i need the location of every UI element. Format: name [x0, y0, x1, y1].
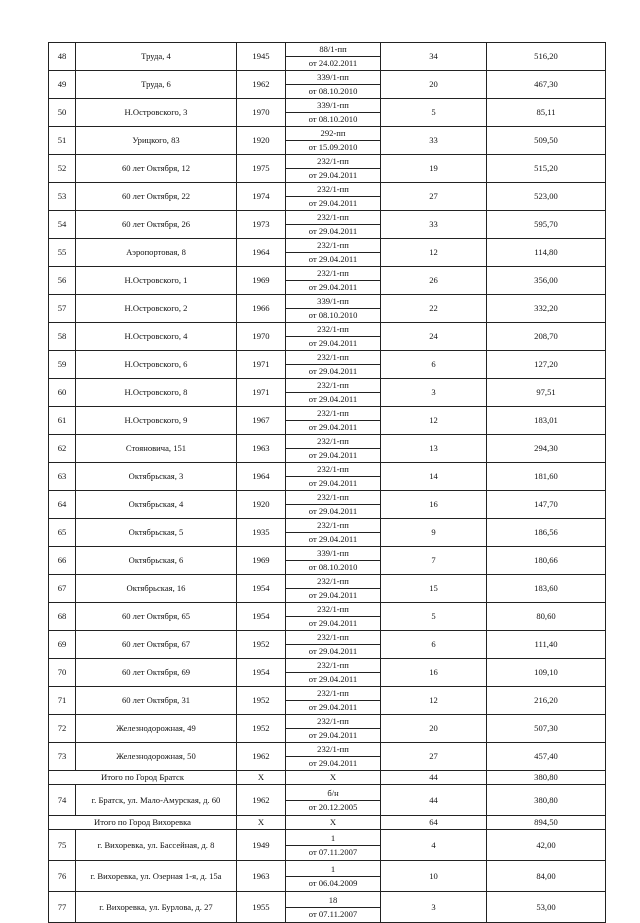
document-date: от 08.10.2010: [286, 84, 380, 98]
row-year: 1962: [237, 743, 286, 771]
row-area: 42,00: [487, 830, 606, 861]
document-number: б/н: [327, 787, 339, 798]
row-area: 294,30: [487, 435, 606, 463]
row-count: 4: [381, 830, 487, 861]
row-year: 1952: [237, 715, 286, 743]
row-document: [286, 71, 381, 99]
document-date: от 08.10.2010: [286, 112, 380, 126]
document-number: 232/1-пп: [317, 436, 349, 446]
table-row: [49, 183, 606, 211]
document-number: 232/1-пп: [317, 576, 349, 586]
row-address: г. Братск, ул. Мало-Амурская, д. 60: [76, 785, 237, 816]
row-document: [286, 99, 381, 127]
row-document: [286, 183, 381, 211]
row-area: 180,66: [487, 547, 606, 575]
row-document: [286, 127, 381, 155]
row-number: 57: [49, 295, 76, 323]
row-document: [286, 351, 381, 379]
row-year: 1964: [237, 463, 286, 491]
row-year: 1935: [237, 519, 286, 547]
row-number: 68: [49, 603, 76, 631]
row-number: 53: [49, 183, 76, 211]
row-document: [286, 43, 381, 71]
row-number: 62: [49, 435, 76, 463]
document-number: 232/1-пп: [317, 212, 349, 222]
document-number: 232/1-пп: [317, 520, 349, 530]
document-date: от 08.10.2010: [286, 308, 380, 322]
subtotal-label: Итого по Город Вихоревка: [49, 816, 237, 830]
row-count: 14: [381, 463, 487, 491]
row-address: Н.Островского, 8: [76, 379, 237, 407]
row-address: Октябрьская, 16: [76, 575, 237, 603]
row-area: 516,20: [487, 43, 606, 71]
table-row: [49, 743, 606, 771]
document-date: от 29.04.2011: [286, 476, 380, 490]
row-area: 332,20: [487, 295, 606, 323]
row-document: [286, 715, 381, 743]
row-count: 26: [381, 267, 487, 295]
document-number: 232/1-пп: [317, 380, 349, 390]
document-date: от 29.04.2011: [286, 588, 380, 602]
document-date: от 06.04.2009: [286, 876, 380, 890]
table-row: [49, 155, 606, 183]
row-document: [286, 861, 381, 892]
row-area: 216,20: [487, 687, 606, 715]
table-row: [49, 379, 606, 407]
document-number: 232/1-пп: [317, 492, 349, 502]
row-count: 13: [381, 435, 487, 463]
row-year: 1954: [237, 603, 286, 631]
row-document: [286, 295, 381, 323]
row-area: 183,01: [487, 407, 606, 435]
row-year: 1963: [237, 861, 286, 892]
subtotal-count: 64: [381, 816, 487, 830]
row-number: 49: [49, 71, 76, 99]
row-number: 59: [49, 351, 76, 379]
row-address: 60 лет Октября, 22: [76, 183, 237, 211]
document-number: 232/1-пп: [317, 688, 349, 698]
row-document: [286, 687, 381, 715]
table-row: [49, 267, 606, 295]
document-number: 339/1-пп: [317, 72, 349, 82]
document-date: от 29.04.2011: [286, 224, 380, 238]
document-number: 232/1-пп: [317, 632, 349, 642]
row-address: Н.Островского, 9: [76, 407, 237, 435]
row-address: 60 лет Октября, 26: [76, 211, 237, 239]
document-date: от 29.04.2011: [286, 644, 380, 658]
document-date: от 29.04.2011: [286, 252, 380, 266]
row-count: 5: [381, 99, 487, 127]
document-number: 232/1-пп: [317, 408, 349, 418]
document-date: от 29.04.2011: [286, 700, 380, 714]
row-area: 127,20: [487, 351, 606, 379]
row-number: 54: [49, 211, 76, 239]
row-address: Аэропортовая, 8: [76, 239, 237, 267]
row-number: 77: [49, 892, 76, 923]
row-area: 523,00: [487, 183, 606, 211]
table-row: [49, 239, 606, 267]
table-body: [49, 43, 606, 923]
row-count: 3: [381, 892, 487, 923]
table-row: [49, 463, 606, 491]
document-date: от 29.04.2011: [286, 280, 380, 294]
row-year: 1973: [237, 211, 286, 239]
row-address: 60 лет Октября, 12: [76, 155, 237, 183]
row-count: 22: [381, 295, 487, 323]
table-row: [49, 295, 606, 323]
document-number: 232/1-пп: [317, 464, 349, 474]
housing-table: [48, 42, 606, 923]
row-number: 71: [49, 687, 76, 715]
row-number: 63: [49, 463, 76, 491]
row-document: [286, 519, 381, 547]
row-address: 60 лет Октября, 67: [76, 631, 237, 659]
row-number: 75: [49, 830, 76, 861]
row-address: Урицкого, 83: [76, 127, 237, 155]
row-year: 1964: [237, 239, 286, 267]
document-date: от 29.04.2011: [286, 196, 380, 210]
row-area: 85,11: [487, 99, 606, 127]
row-area: 595,70: [487, 211, 606, 239]
row-count: 10: [381, 861, 487, 892]
document-number: 1: [330, 832, 336, 843]
table-row: [49, 491, 606, 519]
row-year: 1954: [237, 575, 286, 603]
row-count: 20: [381, 715, 487, 743]
row-area: 181,60: [487, 463, 606, 491]
row-number: 65: [49, 519, 76, 547]
document-number: 232/1-пп: [317, 156, 349, 166]
row-document: [286, 830, 381, 861]
document-date: от 20.12.2005: [286, 800, 380, 814]
row-number: 64: [49, 491, 76, 519]
row-address: Н.Островского, 3: [76, 99, 237, 127]
document-number: 88/1-пп: [319, 44, 347, 54]
subtotal-row: [49, 816, 606, 830]
row-document: [286, 407, 381, 435]
subtotal-doc: X: [286, 816, 381, 830]
document-date: от 29.04.2011: [286, 448, 380, 462]
table-row: [49, 575, 606, 603]
row-address: Октябрьская, 6: [76, 547, 237, 575]
table-row: [49, 99, 606, 127]
subtotal-row: [49, 771, 606, 785]
row-year: 1974: [237, 183, 286, 211]
table-row: [49, 603, 606, 631]
row-address: 60 лет Октября, 65: [76, 603, 237, 631]
row-number: 73: [49, 743, 76, 771]
document-number: 339/1-пп: [317, 100, 349, 110]
row-year: 1969: [237, 267, 286, 295]
table-row: [49, 715, 606, 743]
row-count: 44: [381, 785, 487, 816]
table-row: [49, 127, 606, 155]
subtotal-area: 894,50: [487, 816, 606, 830]
row-address: Труда, 4: [76, 43, 237, 71]
row-area: 186,56: [487, 519, 606, 547]
table-row: [49, 323, 606, 351]
document-number: 1: [330, 863, 336, 874]
row-address: Стояновича, 151: [76, 435, 237, 463]
row-document: [286, 267, 381, 295]
row-number: 56: [49, 267, 76, 295]
row-address: г. Вихоревка, ул. Бурлова, д. 27: [76, 892, 237, 923]
row-address: Н.Островского, 6: [76, 351, 237, 379]
row-count: 12: [381, 239, 487, 267]
document-number: 232/1-пп: [317, 240, 349, 250]
row-year: 1945: [237, 43, 286, 71]
row-area: 509,50: [487, 127, 606, 155]
row-address: 60 лет Октября, 69: [76, 659, 237, 687]
row-address: Железнодорожная, 50: [76, 743, 237, 771]
row-area: 507,30: [487, 715, 606, 743]
document-number: 232/1-пп: [317, 352, 349, 362]
row-year: 1966: [237, 295, 286, 323]
row-document: [286, 547, 381, 575]
row-number: 70: [49, 659, 76, 687]
table-row: [49, 407, 606, 435]
row-year: 1920: [237, 127, 286, 155]
row-count: 6: [381, 631, 487, 659]
document-date: от 24.02.2011: [286, 56, 380, 70]
table-row: [49, 631, 606, 659]
row-year: 1975: [237, 155, 286, 183]
row-document: [286, 631, 381, 659]
document-number: 18: [328, 894, 338, 905]
row-number: 72: [49, 715, 76, 743]
row-count: 9: [381, 519, 487, 547]
row-year: 1952: [237, 687, 286, 715]
subtotal-label: Итого по Город Братск: [49, 771, 237, 785]
subtotal-doc: X: [286, 771, 381, 785]
row-count: 12: [381, 687, 487, 715]
row-year: 1920: [237, 491, 286, 519]
document-number: 232/1-пп: [317, 660, 349, 670]
document-number: 232/1-пп: [317, 324, 349, 334]
row-year: 1954: [237, 659, 286, 687]
document-number: 339/1-пп: [317, 548, 349, 558]
row-address: г. Вихоревка, ул. Бассейная, д. 8: [76, 830, 237, 861]
row-number: 76: [49, 861, 76, 892]
document-date: от 29.04.2011: [286, 420, 380, 434]
row-year: 1955: [237, 892, 286, 923]
row-document: [286, 743, 381, 771]
row-number: 60: [49, 379, 76, 407]
row-count: 7: [381, 547, 487, 575]
document-number: 339/1-пп: [317, 296, 349, 306]
row-address: Октябрьская, 4: [76, 491, 237, 519]
document-date: от 08.10.2010: [286, 560, 380, 574]
row-number: 67: [49, 575, 76, 603]
row-number: 55: [49, 239, 76, 267]
row-document: [286, 239, 381, 267]
document-date: от 29.04.2011: [286, 616, 380, 630]
row-area: 380,80: [487, 785, 606, 816]
document-date: от 29.04.2011: [286, 392, 380, 406]
subtotal-area: 380,80: [487, 771, 606, 785]
table-row: [49, 211, 606, 239]
row-count: 19: [381, 155, 487, 183]
row-document: [286, 785, 381, 816]
row-count: 33: [381, 127, 487, 155]
row-address: Октябрьская, 5: [76, 519, 237, 547]
document-number: 232/1-пп: [317, 716, 349, 726]
row-count: 15: [381, 575, 487, 603]
row-area: 183,60: [487, 575, 606, 603]
row-number: 74: [49, 785, 76, 816]
row-document: [286, 155, 381, 183]
document-date: от 07.11.2007: [286, 907, 380, 921]
row-count: 6: [381, 351, 487, 379]
row-document: [286, 491, 381, 519]
document-date: от 29.04.2011: [286, 168, 380, 182]
table-row: [49, 785, 606, 816]
row-count: 27: [381, 183, 487, 211]
row-area: 84,00: [487, 861, 606, 892]
table-row: [49, 830, 606, 861]
row-year: 1962: [237, 71, 286, 99]
row-area: 80,60: [487, 603, 606, 631]
table-row: [49, 71, 606, 99]
row-year: 1967: [237, 407, 286, 435]
row-year: 1969: [237, 547, 286, 575]
row-address: Железнодорожная, 49: [76, 715, 237, 743]
row-document: [286, 659, 381, 687]
row-address: г. Вихоревка, ул. Озерная 1-я, д. 15а: [76, 861, 237, 892]
row-count: 16: [381, 659, 487, 687]
table-row: [49, 659, 606, 687]
row-year: 1962: [237, 785, 286, 816]
subtotal-count: 44: [381, 771, 487, 785]
row-number: 51: [49, 127, 76, 155]
row-year: 1949: [237, 830, 286, 861]
row-year: 1971: [237, 351, 286, 379]
row-document: [286, 463, 381, 491]
document-date: от 29.04.2011: [286, 728, 380, 742]
row-area: 114,80: [487, 239, 606, 267]
row-document: [286, 575, 381, 603]
row-count: 3: [381, 379, 487, 407]
row-number: 58: [49, 323, 76, 351]
row-count: 20: [381, 71, 487, 99]
row-address: Н.Островского, 4: [76, 323, 237, 351]
document-number: 232/1-пп: [317, 268, 349, 278]
row-document: [286, 603, 381, 631]
table-row: [49, 861, 606, 892]
document-date: от 29.04.2011: [286, 364, 380, 378]
row-area: 467,30: [487, 71, 606, 99]
row-address: Н.Островского, 1: [76, 267, 237, 295]
document-date: от 29.04.2011: [286, 532, 380, 546]
table-row: [49, 43, 606, 71]
table-row: [49, 519, 606, 547]
document-date: от 29.04.2011: [286, 672, 380, 686]
row-count: 5: [381, 603, 487, 631]
table-row: [49, 435, 606, 463]
row-count: 27: [381, 743, 487, 771]
document-date: от 07.11.2007: [286, 845, 380, 859]
row-document: [286, 892, 381, 923]
row-area: 53,00: [487, 892, 606, 923]
row-number: 50: [49, 99, 76, 127]
document-date: от 29.04.2011: [286, 336, 380, 350]
row-area: 457,40: [487, 743, 606, 771]
document-date: от 15.09.2010: [286, 140, 380, 154]
document-date: от 29.04.2011: [286, 504, 380, 518]
document-date: от 29.04.2011: [286, 756, 380, 770]
document-number: 232/1-пп: [317, 744, 349, 754]
row-count: 24: [381, 323, 487, 351]
row-address: Труда, 6: [76, 71, 237, 99]
row-address: Октябрьская, 3: [76, 463, 237, 491]
row-year: 1970: [237, 323, 286, 351]
table-row: [49, 547, 606, 575]
row-document: [286, 435, 381, 463]
row-area: 515,20: [487, 155, 606, 183]
row-number: 66: [49, 547, 76, 575]
row-area: 147,70: [487, 491, 606, 519]
row-address: 60 лет Октября, 31: [76, 687, 237, 715]
row-area: 109,10: [487, 659, 606, 687]
subtotal-year: X: [237, 816, 286, 830]
document-number: 232/1-пп: [317, 184, 349, 194]
row-document: [286, 211, 381, 239]
row-area: 356,00: [487, 267, 606, 295]
row-year: 1971: [237, 379, 286, 407]
row-number: 48: [49, 43, 76, 71]
row-document: [286, 323, 381, 351]
row-count: 16: [381, 491, 487, 519]
row-area: 97,51: [487, 379, 606, 407]
row-number: 61: [49, 407, 76, 435]
subtotal-year: X: [237, 771, 286, 785]
row-document: [286, 379, 381, 407]
row-count: 33: [381, 211, 487, 239]
row-area: 111,40: [487, 631, 606, 659]
table-row: [49, 351, 606, 379]
row-number: 69: [49, 631, 76, 659]
document-number: 292-пп: [320, 128, 346, 138]
document-number: 232/1-пп: [317, 604, 349, 614]
table-row: [49, 892, 606, 923]
row-count: 34: [381, 43, 487, 71]
table-row: [49, 687, 606, 715]
row-year: 1970: [237, 99, 286, 127]
row-count: 12: [381, 407, 487, 435]
row-number: 52: [49, 155, 76, 183]
row-address: Н.Островского, 2: [76, 295, 237, 323]
row-year: 1963: [237, 435, 286, 463]
row-area: 208,70: [487, 323, 606, 351]
row-year: 1952: [237, 631, 286, 659]
